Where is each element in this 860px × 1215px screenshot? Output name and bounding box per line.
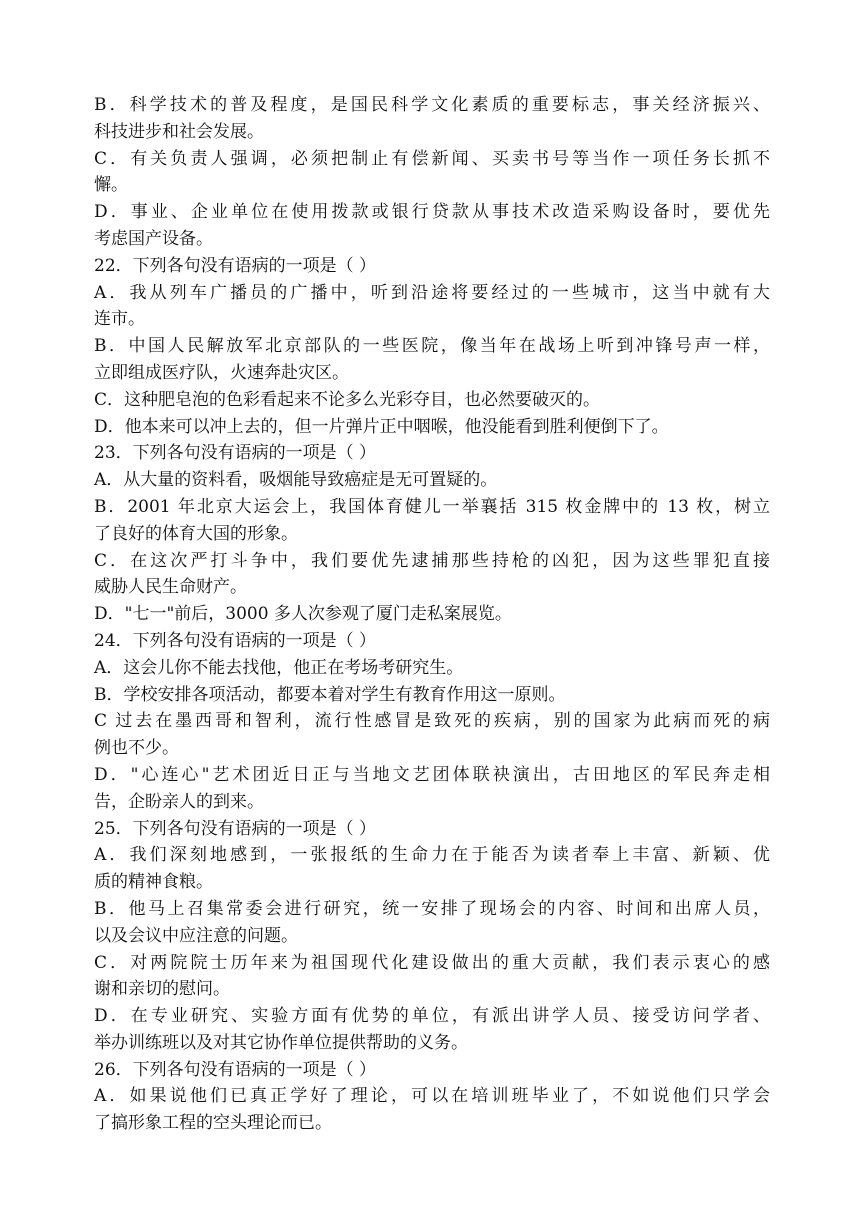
text-line: 告，企盼亲人的到来。 <box>94 791 264 812</box>
text-line: B．他马上召集常委会进行研究，统一安排了现场会的内容、时间和出席人员， <box>94 898 770 919</box>
text-line: A．这会儿你不能去找他，他正在考场考研究生。 <box>94 657 464 678</box>
text-line: D．"七一"前后，3000 多人次参观了厦门走私案展览。 <box>94 604 512 625</box>
text-line: A．如果说他们已真正学好了理论，可以在培训班毕业了，不如说他们只学会 <box>94 1086 770 1107</box>
text-line: 威胁人民生命财产。 <box>94 577 247 598</box>
text-line: D．他本来可以冲上去的，但一片弹片正中咽喉，他没能看到胜利便倒下了。 <box>94 416 669 437</box>
text-line: 举办训练班以及对其它协作单位提供帮助的义务。 <box>94 1032 468 1053</box>
text-line: A．我从列车广播员的广播中，听到沿途将要经过的一些城市，这当中就有大 <box>94 282 770 303</box>
text-line: 连市。 <box>94 309 145 330</box>
text-line: B．2001 年北京大运会上，我国体育健儿一举襄括 315 枚金牌中的 13 枚，树立 <box>94 496 770 517</box>
text-line: 23．下列各句没有语病的一项是（ ） <box>94 443 377 464</box>
text-line: 22．下列各句没有语病的一项是（ ） <box>94 255 377 276</box>
text-line: 了搞形象工程的空头理论而已。 <box>94 1113 332 1134</box>
text-line: C．有关负责人强调，必须把制止有偿新闻、买卖书号等当作一项任务长抓不 <box>94 148 770 169</box>
text-line: B．科学技术的普及程度，是国民科学文化素质的重要标志，事关经济振兴、 <box>94 95 770 115</box>
text-line: 25．下列各句没有语病的一项是（ ） <box>94 818 377 839</box>
text-line: C 过去在墨西哥和智利，流行性感冒是致死的疾病，别的国家为此病而死的病 <box>94 711 770 732</box>
text-line: C．这种肥皂泡的色彩看起来不论多么光彩夺目，也必然要破灭的。 <box>94 389 601 410</box>
text-line: 懈。 <box>94 175 128 196</box>
text-line: B．中国人民解放军北京部队的一些医院，像当年在战场上听到冲锋号声一样， <box>94 336 770 357</box>
text-line: 24．下列各句没有语病的一项是（ ） <box>94 630 377 651</box>
text-line: B．学校安排各项活动，都要本着对学生有教育作用这一原则。 <box>94 684 566 705</box>
text-line: 立即组成医疗队，火速奔赴灾区。 <box>94 362 349 383</box>
text-line: 质的精神食粮。 <box>94 872 213 893</box>
text-line: 例也不少。 <box>94 738 179 759</box>
text-line: D．在专业研究、实验方面有优势的单位，有派出讲学人员、接受访问学者、 <box>94 1006 770 1027</box>
text-line: 科技进步和社会发展。 <box>94 121 264 142</box>
text-line: D．"心连心"艺术团近日正与当地文艺团体联袂演出，古田地区的军民奔走相 <box>94 764 770 785</box>
text-line: 以及会议中应注意的问题。 <box>94 925 298 946</box>
text-line: A．我们深刻地感到，一张报纸的生命力在于能否为读者奉上丰富、新颖、优 <box>94 845 770 866</box>
text-line: 了良好的体育大国的形象。 <box>94 523 298 544</box>
text-line: C．对两院院士历年来为祖国现代化建设做出的重大贡献，我们表示衷心的感 <box>94 952 770 973</box>
document-page <box>94 92 770 1137</box>
text-line: 考虑国产设备。 <box>94 228 213 249</box>
text-line: 26．下列各句没有语病的一项是（ ） <box>94 1059 377 1080</box>
text-line: 谢和亲切的慰问。 <box>94 979 230 1000</box>
text-line: A．从大量的资料看，吸烟能导致癌症是无可置疑的。 <box>94 470 498 491</box>
text-line: C．在这次严打斗争中，我们要优先逮捕那些持枪的凶犯，因为这些罪犯直接 <box>94 550 770 571</box>
text-line: D．事业、企业单位在使用拨款或银行贷款从事技术改造采购设备时，要优先 <box>94 202 770 223</box>
